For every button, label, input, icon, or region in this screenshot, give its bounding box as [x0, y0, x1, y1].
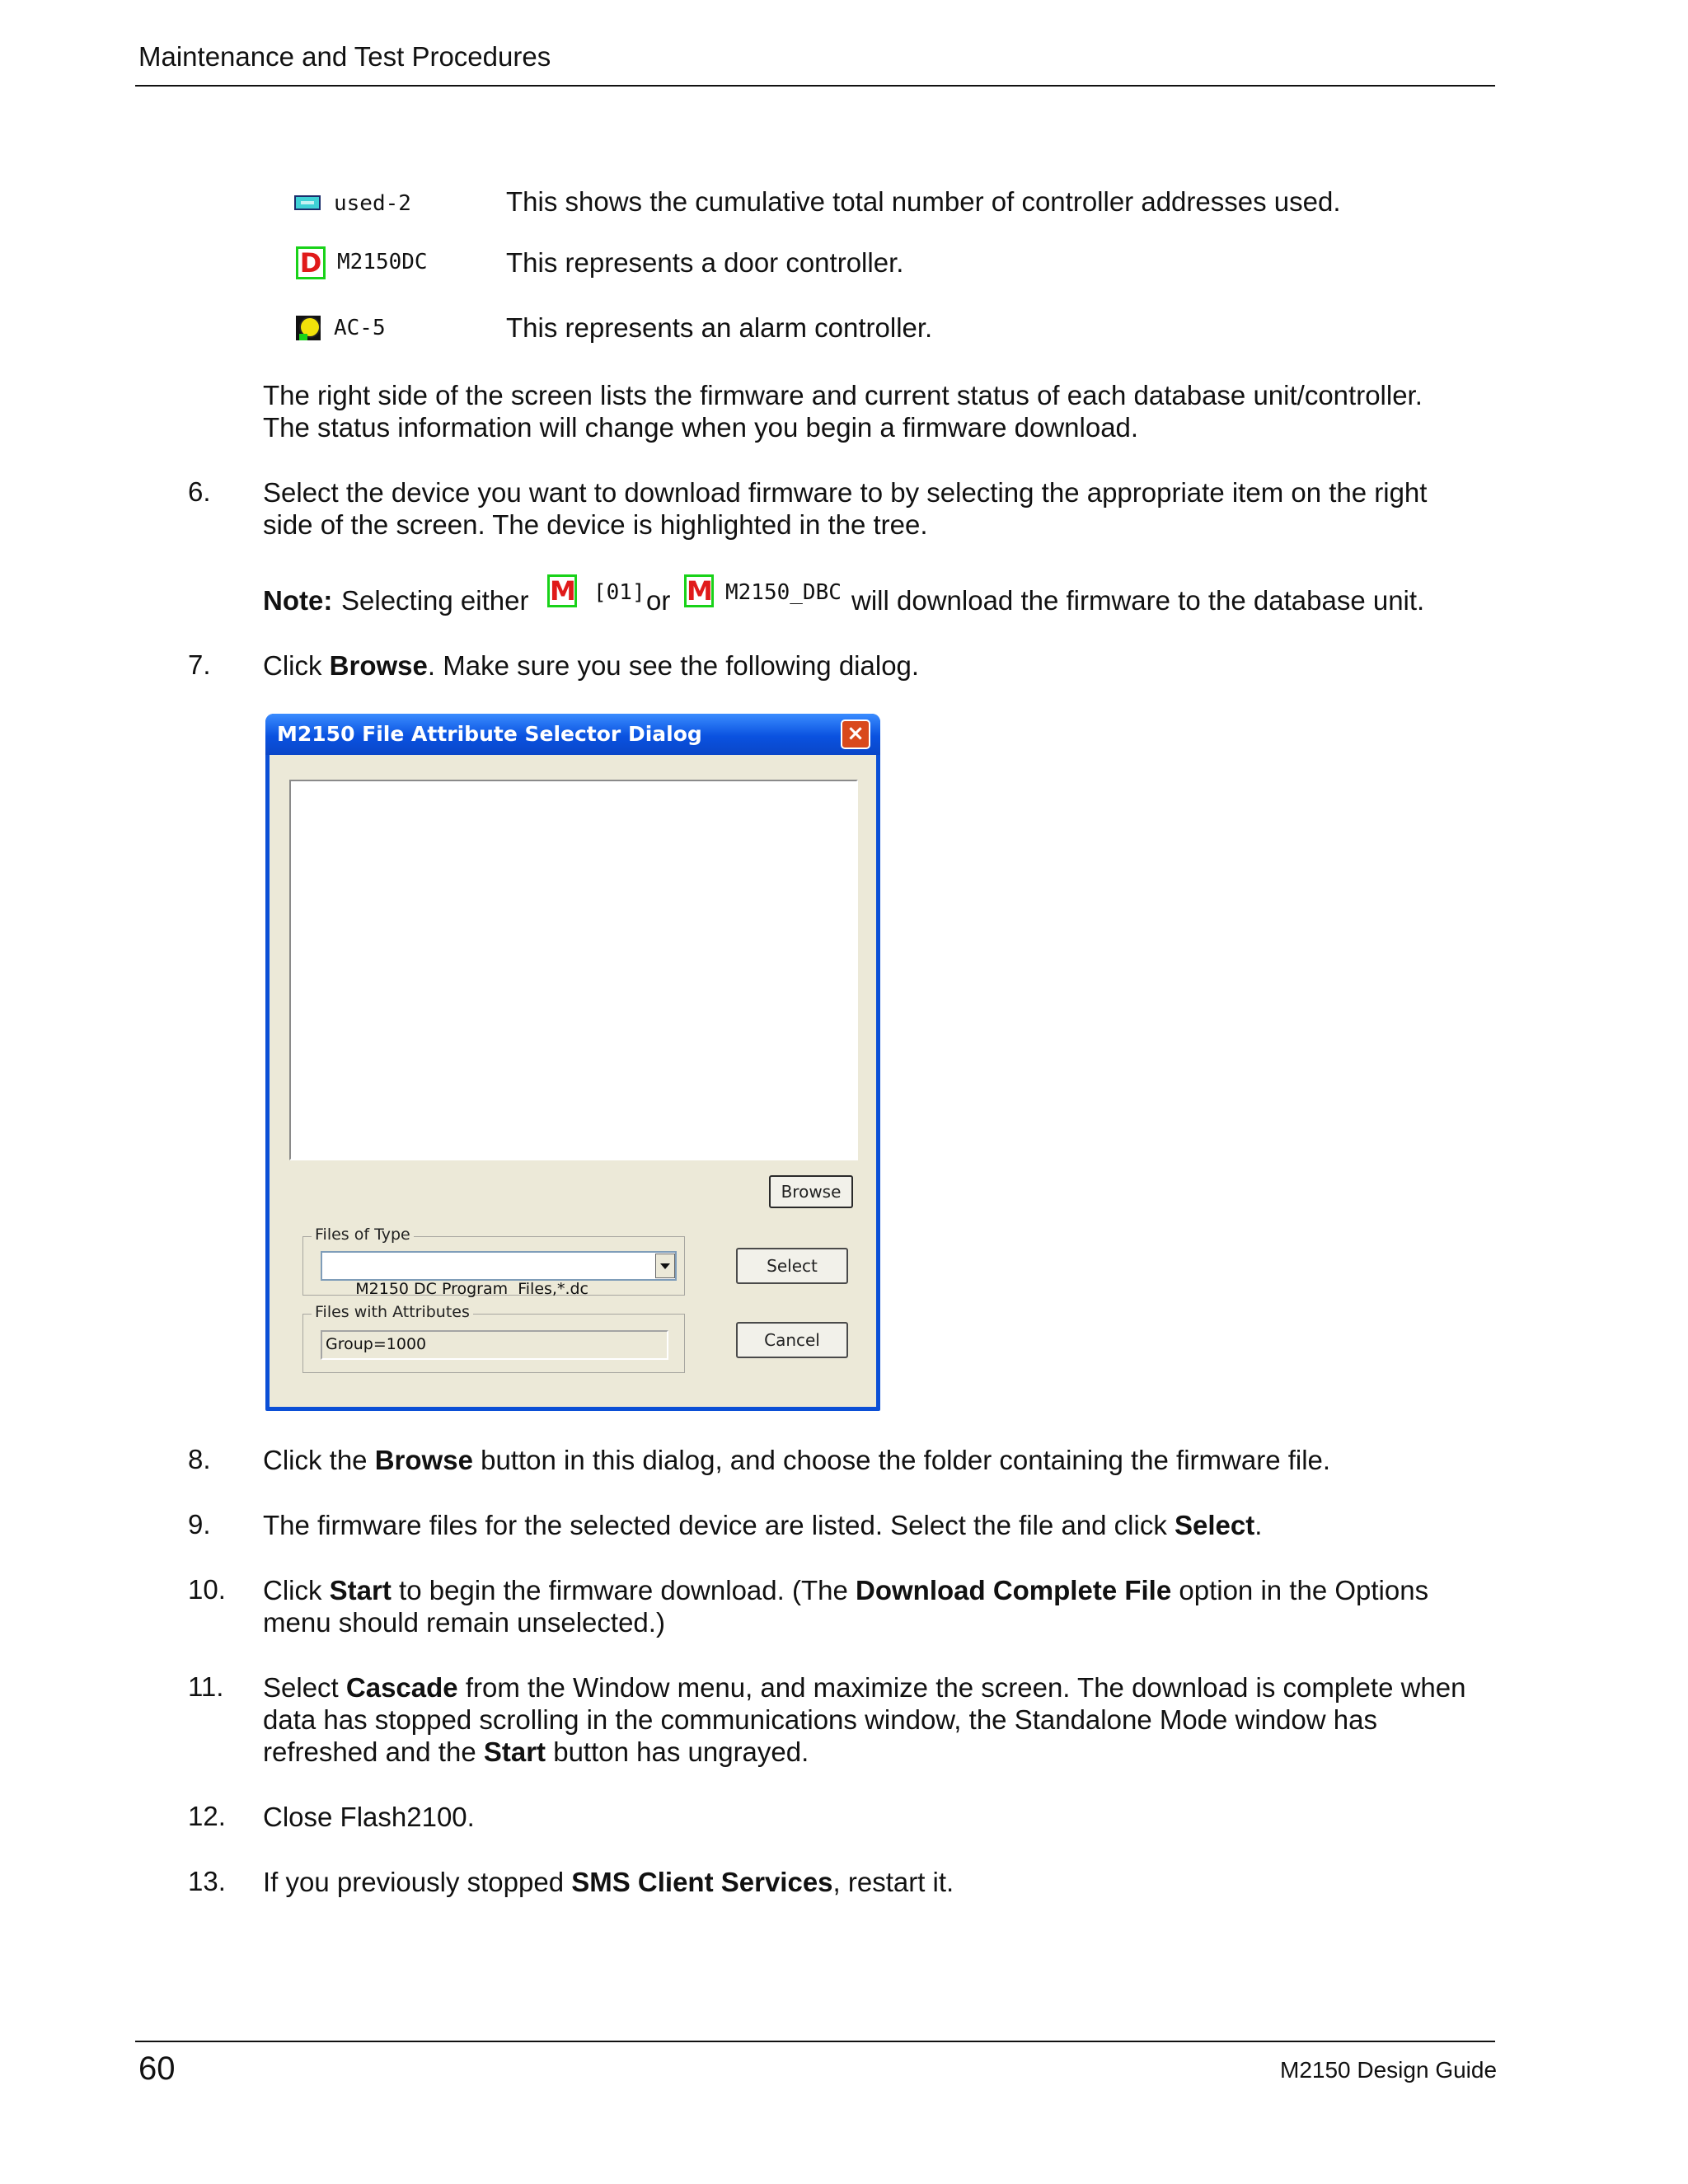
- files-with-attributes-label: Files with Attributes: [312, 1303, 473, 1321]
- step-8-text: Click the Browse button in this dialog, and choose the folder containing the firmware file.: [263, 1445, 1331, 1475]
- legend-row-used: [293, 185, 1529, 227]
- files-of-type-dropdown-button[interactable]: [655, 1254, 675, 1278]
- legend-row-door: [293, 243, 1529, 284]
- note-item-1: [01]: [593, 580, 645, 605]
- step-number: 7.: [188, 649, 211, 680]
- file-list[interactable]: [289, 780, 858, 1160]
- footer-rule: [135, 2041, 1495, 2042]
- step-number: 10.: [188, 1574, 226, 1605]
- dialog-titlebar[interactable]: [265, 714, 880, 755]
- step-10-line-2: menu should remain unselected.): [263, 1607, 665, 1638]
- step-number: 11.: [188, 1671, 224, 1702]
- legend-label: M2150DC: [337, 250, 428, 274]
- step-11-line-2: data has stopped scrolling in the communications window, the Standalone Mode window has: [263, 1704, 1377, 1735]
- header-rule: [135, 85, 1495, 87]
- legend-description: This shows the cumulative total number of controller addresses used.: [506, 186, 1341, 217]
- intro-line-1: The right side of the screen lists the firmware and current status of each database unit/controller.: [263, 380, 1423, 410]
- database-unit-icon: M: [547, 574, 577, 607]
- chevron-down-icon: [656, 1254, 674, 1277]
- close-button[interactable]: ×: [841, 719, 870, 749]
- legend-label: used-2: [334, 191, 411, 216]
- files-of-type-value: M2150 DC Program Files,*.dc: [355, 1280, 588, 1298]
- cancel-button[interactable]: Cancel: [736, 1322, 848, 1358]
- legend-row-alarm: [293, 312, 1529, 353]
- step-number: 6.: [188, 476, 211, 507]
- browse-button[interactable]: Browse: [769, 1175, 853, 1208]
- document-title: M2150 Design Guide: [1280, 2057, 1498, 2083]
- legend-label: AC-5: [334, 316, 386, 340]
- step-7-text: Click Browse. Make sure you see the following dialog.: [263, 650, 920, 681]
- page-number: 60: [138, 2050, 176, 2087]
- files-of-type-label: Files of Type: [312, 1226, 414, 1244]
- note-post: will download the firmware to the database unit.: [851, 585, 1425, 616]
- step-12-text: Close Flash2100.: [263, 1802, 475, 1832]
- door-controller-icon: D: [296, 246, 326, 279]
- note-or: or: [646, 585, 671, 616]
- alarm-controller-icon: [294, 312, 324, 342]
- step-13-text: If you previously stopped SMS Client Services, restart it.: [263, 1867, 954, 1897]
- legend-description: This represents an alarm controller.: [506, 312, 933, 343]
- note-pre: Selecting either: [341, 585, 529, 616]
- database-unit-icon: M: [684, 574, 714, 607]
- files-of-type-select[interactable]: [321, 1251, 677, 1298]
- dialog-client-area: [270, 755, 876, 1407]
- note-item-2: M2150_DBC: [725, 580, 842, 605]
- files-with-attributes-field: Group=1000: [321, 1330, 668, 1360]
- step-number: 13.: [188, 1866, 226, 1896]
- select-button[interactable]: Select: [736, 1248, 848, 1284]
- legend-description: This represents a door controller.: [506, 247, 904, 278]
- running-header: Maintenance and Test Procedures: [138, 41, 551, 72]
- step-11-line-3: refreshed and the Start button has ungrayed.: [263, 1736, 809, 1767]
- intro-line-2: The status information will change when you begin a firmware download.: [263, 412, 1139, 443]
- step-11-line-1: Select Cascade from the Window menu, and maximize the screen. The download is complete when: [263, 1672, 1466, 1703]
- step-number: 8.: [188, 1444, 211, 1474]
- note-label: Note:: [263, 585, 333, 616]
- step-number: 12.: [188, 1801, 226, 1831]
- used-counter-icon: [294, 195, 321, 210]
- step-6-line-2: side of the screen. The device is highlighted in the tree.: [263, 509, 928, 540]
- step-6-line-1: Select the device you want to download firmware to by selecting the appropriate item on the right: [263, 477, 1428, 508]
- step-9-text: The firmware files for the selected device are listed. Select the file and click Select.: [263, 1510, 1263, 1540]
- step-number: 9.: [188, 1509, 211, 1540]
- step-10-line-1: Click Start to begin the firmware download. (The Download Complete File option in the Options: [263, 1575, 1429, 1605]
- file-attribute-selector-dialog: [265, 714, 880, 1411]
- dialog-title: M2150 File Attribute Selector Dialog: [277, 722, 702, 746]
